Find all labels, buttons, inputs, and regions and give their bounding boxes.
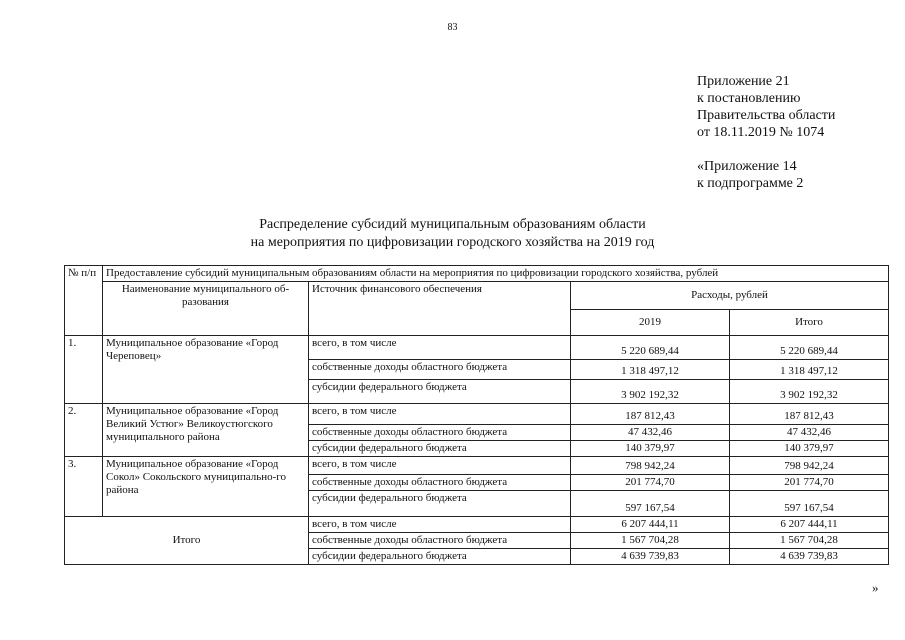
value-2019: 3 902 192,32 xyxy=(571,380,730,404)
value-total: 1 567 704,28 xyxy=(730,533,889,549)
total-row xyxy=(65,517,889,533)
header-2019: 2019 xyxy=(571,310,730,336)
source-federal: субсидии федерального бюджета xyxy=(309,441,571,457)
title-line: на мероприятия по цифровизации городского хозяйства на 2019 год xyxy=(250,235,655,250)
value-2019: 1 318 497,12 xyxy=(571,360,730,380)
table-row xyxy=(65,336,889,360)
value-2019: 201 774,70 xyxy=(571,475,730,491)
value-2019: 6 207 444,11 xyxy=(571,517,730,533)
value-2019: 798 942,24 xyxy=(571,457,730,475)
value-2019: 1 567 704,28 xyxy=(571,533,730,549)
source-own: собственные доходы областного бюджета xyxy=(309,475,571,491)
appendix-line: к постановлению xyxy=(697,91,801,106)
value-total: 798 942,24 xyxy=(730,457,889,475)
source-all: всего, в том числе xyxy=(309,457,571,475)
source-federal: субсидии федерального бюджета xyxy=(309,549,571,565)
title-line: Распределение субсидий муниципальным образованиям области xyxy=(259,217,646,232)
header-span: Предоставление субсидий муниципальным образованиям области на мероприятия по цифровизации городского хозяйства, рублей xyxy=(103,266,889,282)
row-name: Муниципальное образование «Город Череповец» xyxy=(103,336,309,404)
value-total: 201 774,70 xyxy=(730,475,889,491)
source-all: всего, в том числе xyxy=(309,404,571,425)
source-own: собственные доходы областного бюджета xyxy=(309,425,571,441)
table-row xyxy=(65,457,889,475)
document-title xyxy=(0,216,905,252)
value-total: 3 902 192,32 xyxy=(730,380,889,404)
header-num: № п/п xyxy=(65,266,103,336)
appendix-line: от 18.11.2019 № 1074 xyxy=(697,125,825,140)
value-2019: 140 379,97 xyxy=(571,441,730,457)
value-total: 4 639 739,83 xyxy=(730,549,889,565)
subsidy-table xyxy=(64,265,889,565)
page-number: 83 xyxy=(447,22,458,33)
appendix-line: Приложение 21 xyxy=(697,74,790,89)
source-own: собственные доходы областного бюджета xyxy=(309,533,571,549)
source-federal: субсидии федерального бюджета xyxy=(309,380,571,404)
value-total: 47 432,46 xyxy=(730,425,889,441)
header-source: Источник финансового обеспечения xyxy=(309,282,571,336)
row-name: Муниципальное образование «Город Великий Устюг» Великоустюгского муниципального района xyxy=(103,404,309,457)
value-total: 187 812,43 xyxy=(730,404,889,425)
appendix-line: к подпрограмме 2 xyxy=(697,176,804,191)
value-total: 6 207 444,11 xyxy=(730,517,889,533)
value-2019: 187 812,43 xyxy=(571,404,730,425)
value-total: 1 318 497,12 xyxy=(730,360,889,380)
source-all: всего, в том числе xyxy=(309,517,571,533)
value-2019: 597 167,54 xyxy=(571,491,730,517)
value-2019: 47 432,46 xyxy=(571,425,730,441)
appendix-line: Правительства области xyxy=(697,108,836,123)
closing-quote: » xyxy=(872,580,879,595)
row-num: 2. xyxy=(65,404,103,457)
value-2019: 4 639 739,83 xyxy=(571,549,730,565)
header-expenses: Расходы, рублей xyxy=(571,282,889,310)
value-total: 5 220 689,44 xyxy=(730,336,889,360)
value-total: 140 379,97 xyxy=(730,441,889,457)
header-total: Итого xyxy=(730,310,889,336)
appendix-block xyxy=(697,73,835,192)
row-num: 1. xyxy=(65,336,103,404)
source-own: собственные доходы областного бюджета xyxy=(309,360,571,380)
source-federal: субсидии федерального бюджета xyxy=(309,491,571,517)
total-label: Итого xyxy=(65,517,309,565)
header-name: Наименование муниципального об-разования xyxy=(103,282,309,336)
table-row xyxy=(65,404,889,425)
value-total: 597 167,54 xyxy=(730,491,889,517)
row-num: 3. xyxy=(65,457,103,517)
row-name: Муниципальное образование «Город Сокол» Сокольского муниципально-го района xyxy=(103,457,309,517)
value-2019: 5 220 689,44 xyxy=(571,336,730,360)
appendix-line: «Приложение 14 xyxy=(697,159,797,174)
source-all: всего, в том числе xyxy=(309,336,571,360)
